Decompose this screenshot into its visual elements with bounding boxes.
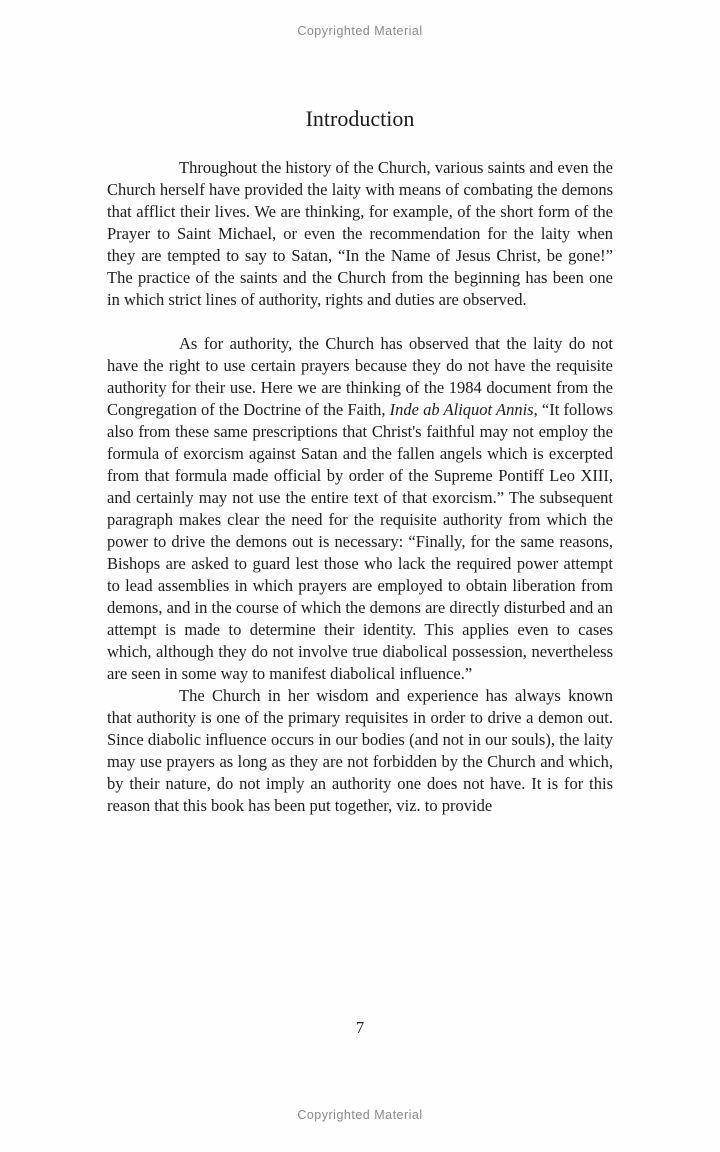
copyright-notice-top: Copyrighted Material — [297, 24, 423, 38]
copyright-notice-bottom: Copyrighted Material — [297, 1108, 423, 1122]
chapter-title: Introduction — [305, 106, 415, 131]
page-number: 7 — [355, 1018, 365, 1037]
paragraph-3 — [107, 685, 613, 817]
paragraph-2-text-after-italic: , “It follows also from these same prescriptions that Christ's faithful may not employ the formula of exorcism against Satan and the fallen angels which is excerpted from that formula made official by order of the Supreme Pontiff Leo XIII, and certainly may not use the entire text of that exorcism.” The subsequent paragraph makes clear the need for the requisite authority from which the power to drive the demons out is necessary: “Finally, for the same reasons, Bishops are asked to guard lest those who lack the required power attempt to lead assemblies in which prayers are employed to obtain liberation from demons, and in the course of which the demons are directly disturbed and an attempt is made to determine their identity. This applies even to cases which, although they do not involve true diabolical possession, nevertheless are seen in some way to manifest diabolical influence.” — [107, 400, 614, 683]
paragraph-2-text-before-italic: As for authority, the Church has observed that the laity do not have the right to use certain prayers because they do not have the requisite authority for their use. Here we are thinking of the 1984 document from the Congregation of the Doctrine of the Faith, — [107, 334, 613, 419]
paragraph-1 — [107, 157, 613, 311]
paragraph-2 — [107, 333, 613, 685]
paragraph-3-text: The Church in her wisdom and experience has always known that authority is one of the primary requisites in order to drive a demon out. Since diabolic influence occurs in our bodies (and not in our souls), the laity may use prayers as long as they are not forbidden by the Church and which, by their nature, do not imply an authority one does not have. It is for this reason that this book has been put together, viz. to provide — [107, 686, 613, 815]
latin-document-title: Inde ab Aliquot Annis — [389, 400, 534, 419]
body-text-block — [107, 157, 613, 817]
paragraph-1-text: Throughout the history of the Church, various saints and even the Church herself have provided the laity with means of combating the demons that afflict their lives. We are thinking, for example, of the short form of the Prayer to Saint Michael, or even the recommendation for the laity when they are tempted to say to Satan, “In the Name of Jesus Christ, be gone!” The practice of the saints and the Church from the beginning has been one in which strict lines of authority, rights and duties are observed. — [107, 158, 613, 309]
